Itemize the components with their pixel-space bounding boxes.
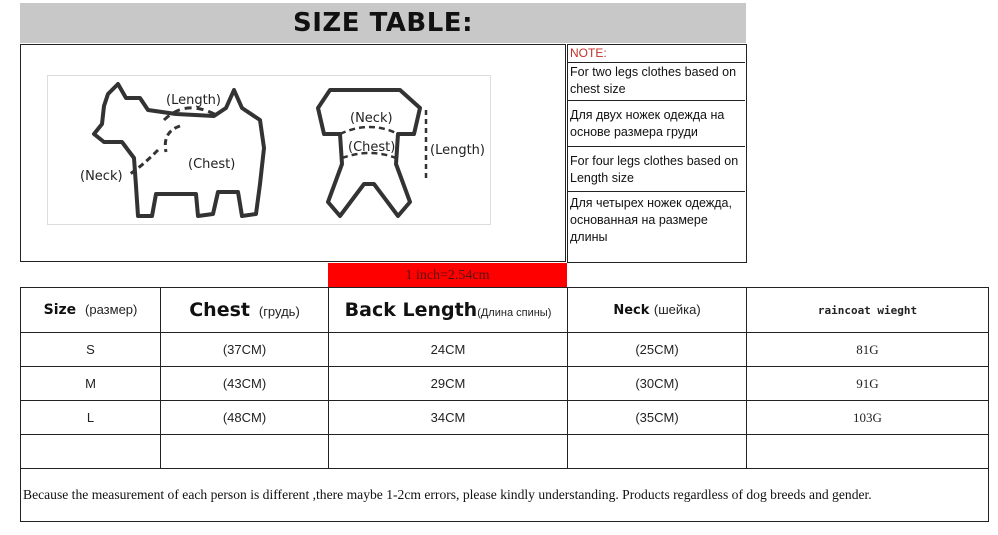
table-header-row: [21, 288, 989, 333]
cell-neck: (35CM): [568, 401, 747, 435]
header-chest: Chest (грудь): [161, 288, 329, 333]
table-empty-row: [21, 435, 989, 469]
inch-conversion-banner: [328, 263, 567, 288]
size-table: [20, 287, 989, 522]
note-header: NOTE:: [568, 45, 745, 63]
cell-size: S: [21, 333, 161, 367]
cell-size: L: [21, 401, 161, 435]
cell-weight: 81G: [747, 333, 989, 367]
header-back-length: Back Length(Длина спины): [329, 288, 568, 333]
cell-neck: (25CM): [568, 333, 747, 367]
measurement-diagram: [20, 44, 566, 262]
title-bar: [20, 3, 746, 43]
cell-weight: 91G: [747, 367, 989, 401]
note-two-legs-ru: Для двух ножек одежда на основе размера груди: [568, 101, 745, 147]
cell-back-length: 34CM: [329, 401, 568, 435]
disclaimer-text: Because the measurement of each person is different ,there maybe 1-2cm errors, please kindly understanding. Products regardless of dog breeds and gender.: [21, 469, 989, 522]
cell-chest: (37CM): [161, 333, 329, 367]
note-four-legs-ru: Для четырех ножек одежда, основанная на размере длины: [570, 196, 732, 244]
header-weight: raincoat wieght: [747, 288, 989, 333]
cell-size: M: [21, 367, 161, 401]
cell-chest: (48CM): [161, 401, 329, 435]
cell-back-length: 24CM: [329, 333, 568, 367]
table-footer-row: [21, 469, 989, 522]
note-two-legs-en: For two legs clothes based on chest size: [568, 63, 745, 101]
note-four-legs-en: For four legs clothes based on Length size: [568, 147, 745, 192]
coat-neck-label: (Neck): [350, 111, 393, 126]
table-row: [21, 367, 989, 401]
header-size: Size (размер): [21, 288, 161, 333]
diagram-frame: [47, 75, 491, 225]
cell-neck: (30CM): [568, 367, 747, 401]
table-row: [21, 333, 989, 367]
dog-neck-label: (Neck): [80, 169, 123, 184]
coat-length-label: (Length): [430, 143, 485, 158]
table-row: [21, 401, 989, 435]
measurement-illustration: [48, 76, 490, 224]
cell-weight: 103G: [747, 401, 989, 435]
cell-back-length: 29CM: [329, 367, 568, 401]
page-title: SIZE TABLE:: [293, 8, 473, 38]
inch-conversion-text: 1 inch=2.54cm: [405, 267, 490, 283]
dog-length-label: (Length): [166, 93, 221, 108]
cell-chest: (43CM): [161, 367, 329, 401]
coat-chest-label: (Chest): [348, 140, 396, 155]
header-neck: Neck (шейка): [568, 288, 747, 333]
dog-chest-label: (Chest): [188, 157, 236, 172]
notes-panel: [567, 44, 747, 263]
